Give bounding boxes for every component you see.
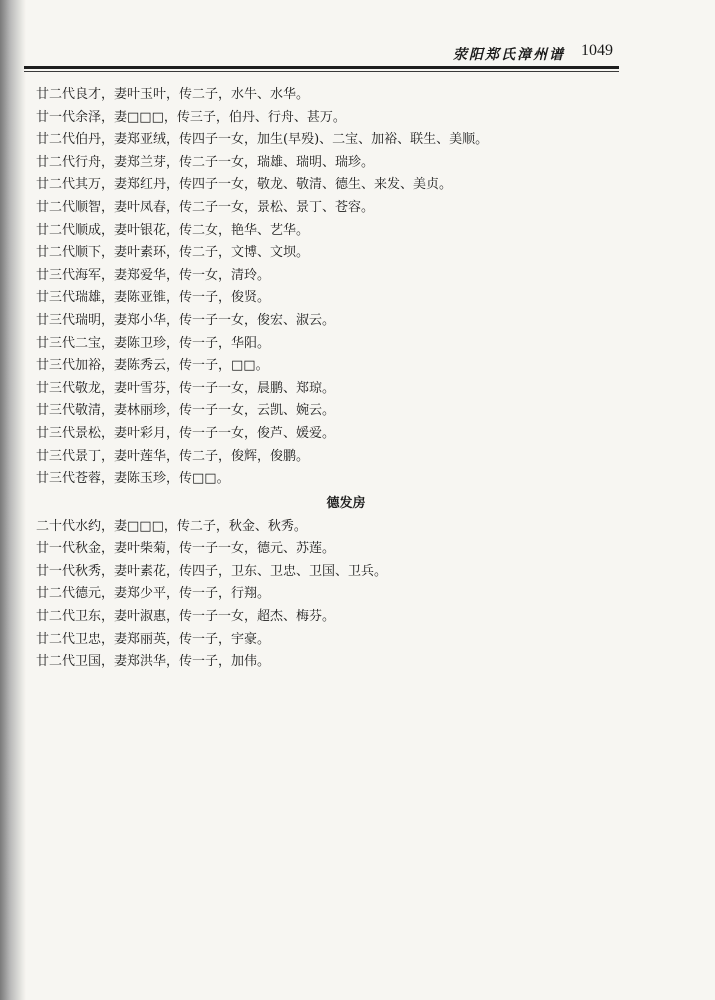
running-title: 荥阳郑氏漳州谱 (453, 47, 565, 63)
header-rule-thick (24, 66, 619, 69)
text-line: 廿二代良才，妻叶玉叶，传二子，水牛、水华。 (36, 87, 310, 102)
text-line: 廿三代敬清，妻林丽珍，传一子一女，云凯、婉云。 (36, 403, 336, 419)
page-body (36, 84, 596, 674)
text-line: 廿三代海军，妻郑爱华，传一女，清玲。 (36, 267, 271, 283)
text-line: 廿一代秋秀，妻叶素花，传四子，卫东、卫忠、卫国、卫兵。 (36, 563, 388, 579)
text-line: 廿三代加裕，妻陈秀云，传一子，□□。 (36, 358, 269, 374)
text-line: 廿三代瑞雄，妻陈亚锥，传一子，俊贤。 (36, 290, 271, 306)
section-one (36, 84, 596, 491)
text-line: 廿三代二宝，妻陈卫珍，传一子，华阳。 (36, 335, 271, 351)
text-line: 廿二代顺成，妻叶银花，传二女，艳华、艺华。 (36, 222, 310, 238)
text-line: 廿三代景松，妻叶彩月，传一子一女，俊芦、媛爱。 (36, 425, 336, 441)
text-line: 二十代水约，妻□□□，传二子，秋金、秋秀。 (36, 518, 307, 534)
text-line: 廿二代德元，妻郑少平，传一子，行翔。 (36, 586, 271, 602)
text-line: 廿二代伯丹，妻郑亚绒，传四子一女，加生(早殁)、二宝、加裕、联生、美顺。 (36, 132, 489, 148)
text-line: 廿二代卫忠，妻郑丽英，传一子，宇豪。 (36, 631, 271, 647)
text-line: 廿二代行舟，妻郑兰芽，传二子一女，瑞雄、瑞明、瑞珍。 (36, 154, 375, 170)
binding-shadow (0, 0, 26, 1000)
text-line: 廿一代秋金，妻叶柴菊，传一子一女，德元、苏莲。 (36, 541, 336, 557)
text-line: 廿二代卫国，妻郑洪华，传一子，加伟。 (36, 654, 271, 670)
text-line: 廿二代卫东，妻叶淑惠，传一子一女，超杰、梅芬。 (36, 609, 336, 625)
page-number: 1049 (581, 42, 613, 59)
page-header (30, 40, 685, 64)
text-line: 廿二代顺智，妻叶凤春，传二子一女，景松、景丁、苍容。 (36, 199, 375, 215)
text-line: 廿三代景丁，妻叶莲华，传二子，俊辉，俊鹏。 (36, 448, 310, 464)
text-line: 廿二代其万，妻郑红丹，传四子一女，敬龙、敬清、德生、来发、美贞。 (36, 177, 453, 193)
text-line: 廿三代瑞明，妻郑小华，传一子一女，俊宏、淑云。 (36, 312, 336, 328)
text-line: 廿三代敬龙，妻叶雪芬，传一子一女，晨鹏、郑琼。 (36, 380, 336, 396)
text-line: 廿一代余泽，妻□□□，传三子，伯丹、行舟、甚万。 (36, 109, 346, 125)
text-line: 廿二代顺下，妻叶素环，传二子，文博、文坝。 (36, 245, 310, 261)
section-two (36, 516, 596, 674)
section-heading: 德发房 (326, 495, 366, 511)
text-line: 廿三代苍蓉，妻陈玉珍，传□□。 (36, 471, 230, 487)
header-rule-thin (24, 71, 619, 72)
